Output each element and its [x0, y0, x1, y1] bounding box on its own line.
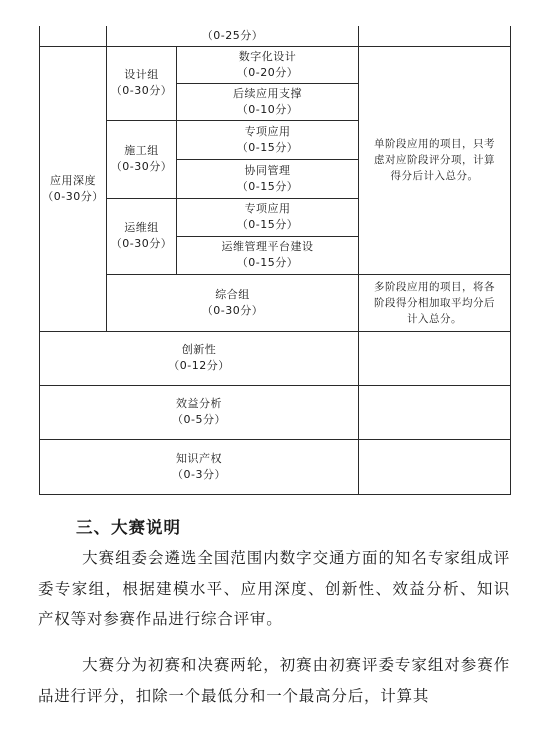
table-cell-empty	[359, 26, 511, 46]
scoring-table	[39, 26, 511, 495]
follow-up-support-label: 后续应用支撑	[233, 86, 302, 100]
paragraph-2	[38, 650, 510, 711]
ip-score: （0-3分）	[172, 467, 226, 481]
operation-special-app-cell	[177, 198, 359, 236]
innovation-label: 创新性	[181, 343, 217, 356]
table-cell-empty	[359, 331, 511, 385]
operation-group-cell	[107, 198, 177, 274]
innovation-cell	[40, 331, 359, 385]
digital-design-cell	[177, 46, 359, 83]
paragraph-1-text: 大赛组委会遴选全国范围内数字交通方面的知名专家组成评委专家组，根据建模水平、应用深度、创新性、效益分析、知识产权等对参赛作品进行综合评审。	[38, 549, 510, 628]
multi-stage-note: 多阶段应用的项目，将各阶段得分相加取平均分后计入总分。	[374, 280, 495, 325]
top-score-cell	[107, 26, 359, 46]
collaborative-management-cell	[177, 159, 359, 198]
section-heading: 三、大赛说明	[76, 518, 181, 537]
paragraph-1	[38, 543, 510, 635]
table-cell-empty	[359, 439, 511, 494]
follow-up-support-score: （0-10分）	[236, 102, 299, 116]
table-row	[40, 439, 511, 494]
construction-special-app-score: （0-15分）	[236, 140, 299, 154]
platform-construction-label: 运维管理平台建设	[221, 240, 314, 253]
design-group-label: 设计组	[124, 68, 159, 81]
comprehensive-group-cell	[107, 274, 359, 331]
single-stage-note-cell	[359, 46, 511, 274]
collaborative-management-label: 协同管理	[244, 163, 291, 177]
digital-design-score: （0-20分）	[236, 65, 299, 79]
table-row	[40, 26, 511, 46]
innovation-score: （0-12分）	[168, 359, 230, 372]
platform-construction-cell	[177, 236, 359, 274]
application-depth-label: 应用深度	[50, 173, 96, 187]
single-stage-note: 单阶段应用的项目，只考虑对应阶段评分项，计算得分后计入总分。	[374, 138, 495, 182]
design-group-cell	[107, 46, 177, 120]
table-cell-empty	[40, 26, 107, 46]
operation-group-score: （0-30分）	[110, 237, 173, 250]
comprehensive-group-label: 综合组	[215, 287, 250, 301]
operation-special-app-label: 专项应用	[244, 202, 291, 215]
construction-group-label: 施工组	[124, 144, 159, 157]
digital-design-label: 数字化设计	[238, 49, 297, 63]
paragraph-2-text: 大赛分为初赛和决赛两轮，初赛由初赛评委专家组对参赛作品进行评分，扣除一个最低分和一个最高分后，计算其	[38, 656, 510, 705]
platform-construction-score: （0-15分）	[236, 256, 299, 269]
construction-group-score: （0-30分）	[110, 160, 173, 173]
ip-cell	[40, 439, 359, 494]
top-score: （0-25分）	[201, 28, 264, 42]
table-row	[40, 46, 511, 83]
comprehensive-group-score: （0-30分）	[201, 303, 264, 317]
construction-group-cell	[107, 120, 177, 198]
table-cell-empty	[359, 385, 511, 439]
operation-special-app-score: （0-15分）	[236, 218, 299, 231]
construction-special-app-label: 专项应用	[244, 124, 291, 138]
benefit-cell	[40, 385, 359, 439]
operation-group-label: 运维组	[124, 221, 159, 234]
benefit-label: 效益分析	[176, 397, 222, 410]
table-row	[40, 385, 511, 439]
construction-special-app-cell	[177, 120, 359, 159]
multi-stage-note-cell	[359, 274, 511, 331]
design-group-score: （0-30分）	[110, 84, 173, 97]
table-row	[40, 331, 511, 385]
benefit-score: （0-5分）	[172, 413, 226, 426]
application-depth-score: （0-30分）	[42, 189, 104, 203]
ip-label: 知识产权	[176, 451, 222, 465]
table-row	[40, 274, 511, 331]
collaborative-management-score: （0-15分）	[236, 179, 299, 193]
application-depth-cell	[40, 46, 107, 331]
follow-up-support-cell	[177, 83, 359, 120]
